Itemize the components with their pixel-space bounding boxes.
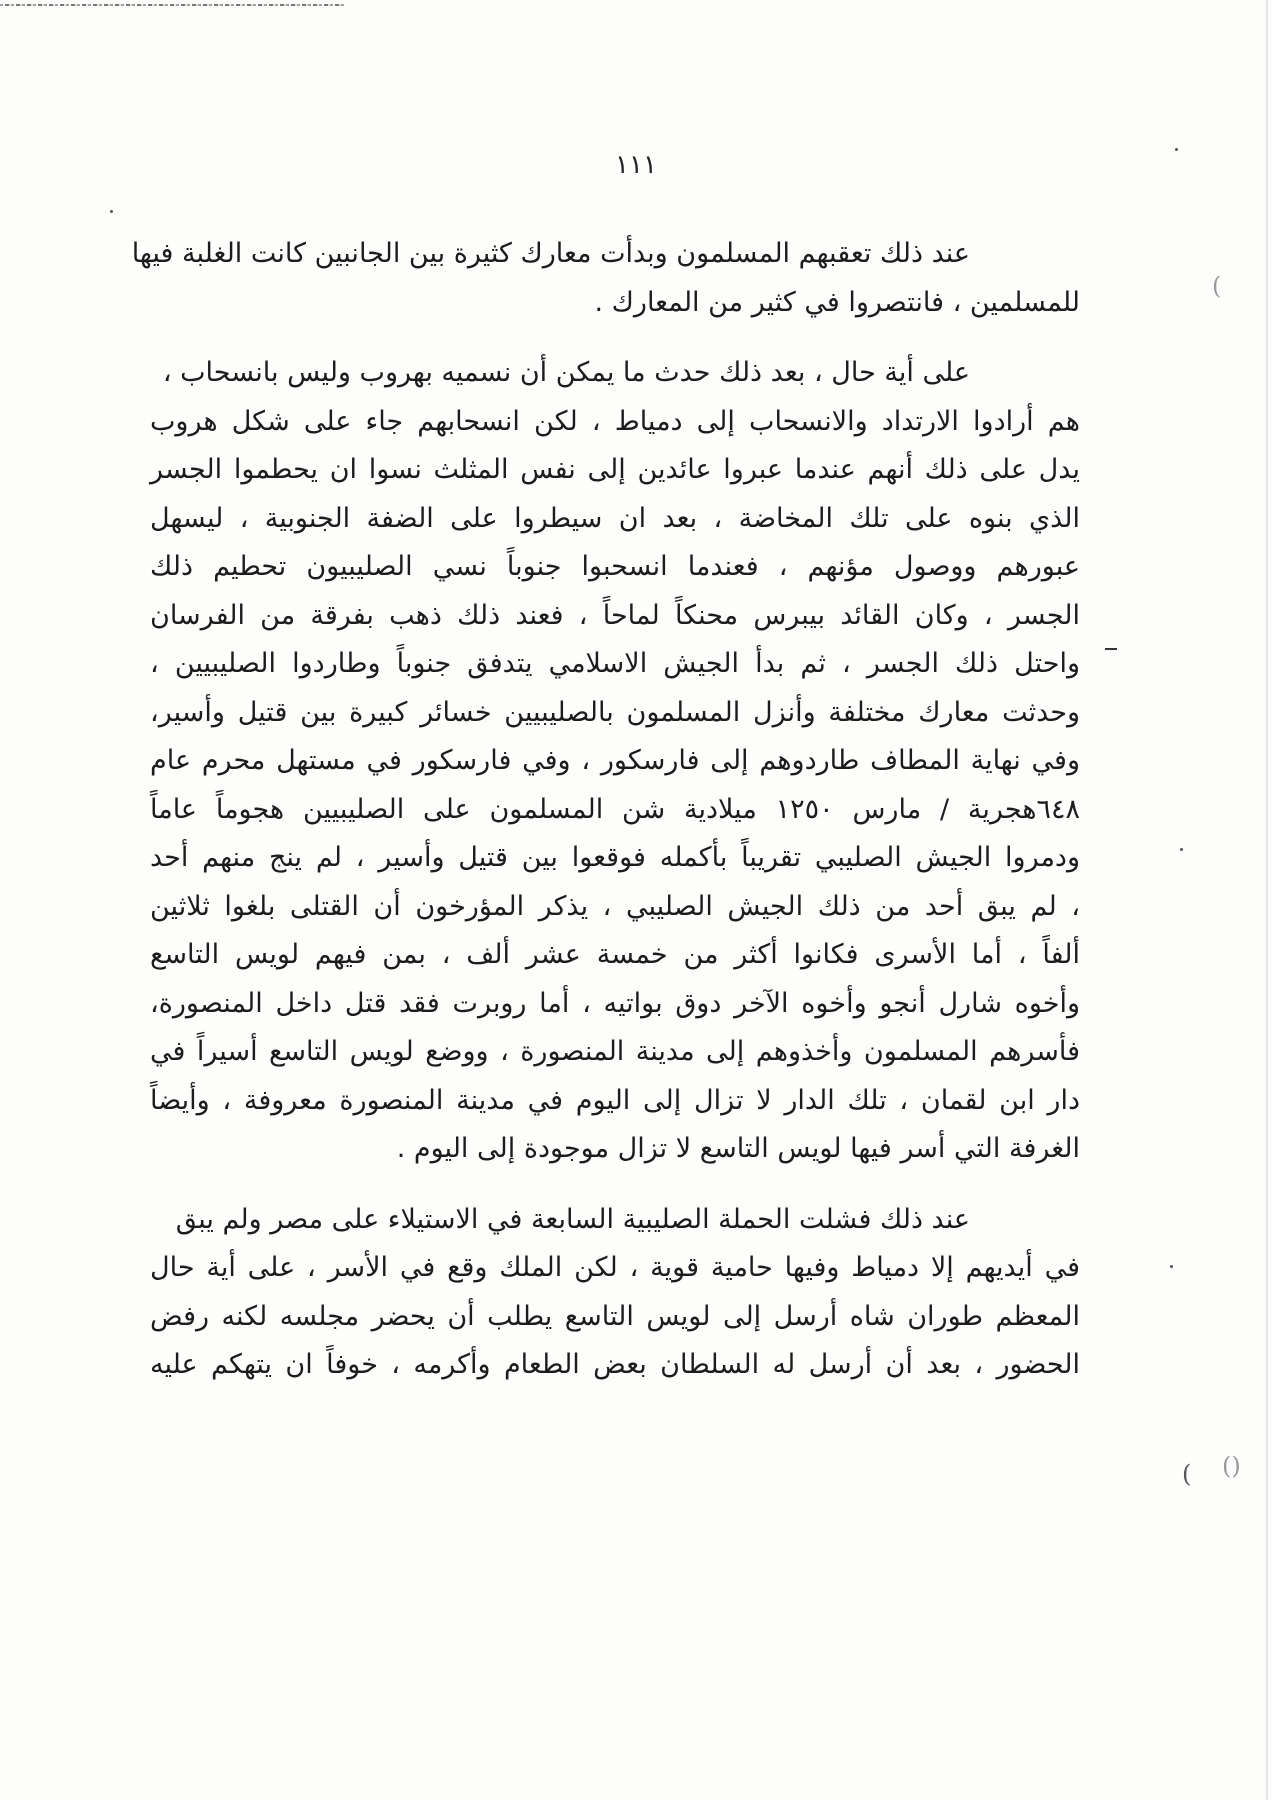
text-line: للمسلمين ، فانتصروا في كثير من المعارك . bbox=[594, 286, 1080, 318]
text-line: الجسر ، وكان القائد بيبرس محنكاً لماحاً ، فعند ذلك ذهب بفرقة من الفرسان bbox=[150, 599, 1080, 631]
text-line: وأخوه شارل أنجو وأخوه الآخر دوق بواتيه ، أما روبرت فقد قتل داخل المنصورة، bbox=[150, 987, 1080, 1019]
margin-mark: () bbox=[1222, 1452, 1241, 1480]
text-line: في أيديهم إلا دمياط وفيها حامية قوية ، لكن الملك وقع في الأسر ، على أية حال bbox=[150, 1252, 1080, 1283]
text-line: ٦٤٨هجرية / مارس ١٢٥٠ ميلادية شن المسلمون على الصليبيين هجوماً عاماً bbox=[150, 793, 1081, 825]
page-edge bbox=[1266, 0, 1268, 1800]
text-line: وفي نهاية المطاف طاردوهم إلى فارسكور ، وفي فارسكور في مستهل محرم عام bbox=[150, 745, 1080, 776]
text-line: عند ذلك فشلت الحملة الصليبية السابعة في الاستيلاء على مصر ولم يبق bbox=[175, 1203, 970, 1235]
text-line: هم أرادوا الارتداد والانسحاب إلى دمياط ، لكن انسحابهم جاء على شكل هروب bbox=[150, 405, 1080, 437]
text-line: الغرفة التي أسر فيها لويس التاسع لا تزال موجودة إلى اليوم . bbox=[396, 1133, 1080, 1164]
text-line: ألفاً ، أما الأسرى فكانوا أكثر من خمسة عشر ألف ، بمن فيهم لويس التاسع bbox=[150, 939, 1080, 970]
scan-speck bbox=[1170, 1265, 1173, 1268]
scan-speck bbox=[1180, 848, 1183, 851]
margin-mark: ( bbox=[1182, 1460, 1192, 1488]
scan-edge-artifact bbox=[0, 4, 345, 6]
text-line: الذي بنوه على تلك المخاضة ، بعد ان سيطروا على الضفة الجنوبية ، ليسهل bbox=[150, 502, 1080, 534]
text-line: يدل على ذلك أنهم عندما عبروا عائدين إلى نفس المثلث نسوا ان يحطموا الجسر bbox=[150, 454, 1080, 485]
text-line: عند ذلك تعقبهم المسلمون وبدأت معارك كثيرة بين الجانبين كانت الغلبة فيها bbox=[131, 238, 970, 269]
margin-mark: ( bbox=[1212, 272, 1222, 300]
text-line: وحدثت معارك مختلفة وأنزل المسلمون بالصليبيين خسائر كبيرة بين قتيل وأسير، bbox=[150, 696, 1080, 728]
text-line: ، لم يبق أحد من ذلك الجيش الصليبي ، يذكر المؤرخون أن القتلى بلغوا ثلاثين bbox=[150, 890, 1080, 922]
scan-speck bbox=[1175, 148, 1178, 151]
paragraph-1 bbox=[131, 230, 1080, 327]
text-line: واحتل ذلك الجسر ، ثم بدأ الجيش الاسلامي يتدفق جنوباً وطاردوا الصليبيين ، bbox=[150, 648, 1080, 679]
text-line: الحضور ، بعد أن أرسل له السلطان بعض الطعام وأكرمه ، خوفاً ان يتهكم عليه bbox=[150, 1349, 1080, 1380]
text-line: دار ابن لقمان ، تلك الدار لا تزال إلى اليوم في مدينة المنصورة معروفة ، وأيضاً bbox=[150, 1084, 1080, 1116]
page-number: ١١١ bbox=[615, 150, 657, 180]
scan-speck bbox=[110, 210, 113, 213]
text-line: فأسرهم المسلمون وأخذوهم إلى مدينة المنصورة ، ووضع لويس التاسع أسيراً في bbox=[150, 1036, 1080, 1067]
text-line: ودمروا الجيش الصليبي تقريباً بأكمله فوقعوا بين قتيل وأسير ، لم ينج منهم أحد bbox=[150, 842, 1080, 873]
paragraph-2 bbox=[150, 349, 1080, 1174]
paragraph-3 bbox=[150, 1196, 1080, 1390]
text-line: عبورهم ووصول مؤنهم ، فعندما انسحبوا جنوباً نسي الصليبيون تحطيم ذلك bbox=[150, 551, 1080, 582]
text-line: المعظم طوران شاه أرسل إلى لويس التاسع يطلب أن يحضر مجلسه لكنه رفض bbox=[150, 1300, 1080, 1332]
scan-speck bbox=[1105, 648, 1117, 650]
document-body bbox=[131, 230, 1081, 1390]
text-line: على أية حال ، بعد ذلك حدث ما يمكن أن نسميه بهروب وليس بانسحاب ، bbox=[162, 357, 970, 388]
